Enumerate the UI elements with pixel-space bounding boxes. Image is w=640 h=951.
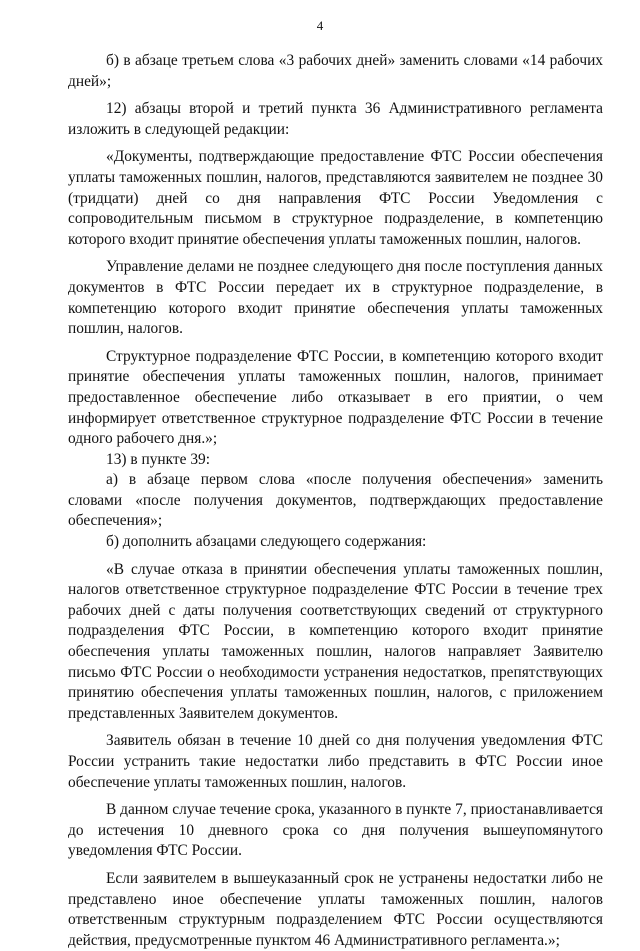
paragraph-management: Управление делами не позднее следующего дня после поступления данных документов в ФТС России передает их в структурное подразделение, в компетенцию которого входит принятие обеспечения уплаты таможенных пошлин, налогов. <box>68 258 603 338</box>
paragraph-item-13-a: а) в абзаце первом слова «после получения обеспечения» заменить словами «после получения документов, подтверждающих предоставление обеспечения»; <box>68 471 603 530</box>
page-number: 4 <box>316 18 324 33</box>
document-body <box>68 51 603 951</box>
paragraph-quote-documents: «Документы, подтверждающие предоставление ФТС России обеспечения уплаты таможенных пошлин, налогов, представляются заявителем не позднее 30 (тридцати) дней со дня направления ФТС России Уведомления с сопроводительным письмом в структурное подразделение, в компетенцию которого входит принятие обеспечения уплаты таможенных пошлин, налогов. <box>68 148 603 248</box>
paragraph-structural-unit: Структурное подразделение ФТС России, в компетенцию которого входит принятие обеспечения уплаты таможенных пошлин, налогов, принимает предоставленное обеспечение либо отказывает в его приятии, о чем информирует ответственное структурное подразделение ФТС России в течение одного рабочего дня.»; <box>68 347 603 448</box>
paragraph-item-12: 12) абзацы второй и третий пункта 36 Административного регламента изложить в следующей редакции: <box>68 100 603 138</box>
paragraph-term-suspension: В данном случае течение срока, указанного в пункте 7, приостанавливается до истечения 10 дневного срока со дня получения вышеупомянутого уведомления ФТС России. <box>68 801 603 860</box>
paragraph-applicant-obligation: Заявитель обязан в течение 10 дней со дня получения уведомления ФТС России устранить такие недостатки либо представить в ФТС России иное обеспечение уплаты таможенных пошлин, налогов. <box>68 732 603 791</box>
paragraph-item-13: 13) в пункте 39: <box>106 450 210 468</box>
paragraph-refusal-case: «В случае отказа в принятии обеспечения уплаты таможенных пошлин, налогов ответственное структурное подразделение ФТС России в течение трех рабочих дней с даты получения соответствующих сведений от структурного подразделения ФТС России, в компетенцию которого входит принятие обеспечения уплаты таможенных пошлин, налогов направляет Заявителю письмо ФТС России о необходимости устранения недостатков, препятствующих принятию обеспечения уплаты таможенных пошлин, налогов, с приложением представленных Заявителем документов. <box>68 560 603 722</box>
paragraph-failure-actions: Если заявителем в вышеуказанный срок не устранены недостатки либо не представлено иное обеспечение уплаты таможенных пошлин, налогов ответственным структурным подразделением ФТС России осуществляются действия, предусмотренные пунктом 46 Административного регламента.»; <box>68 869 603 949</box>
paragraph-item-b-working-days: б) в абзаце третьем слова «3 рабочих дней» заменить словами «14 рабочих дней»; <box>68 52 603 90</box>
paragraph-item-13-b: б) дополнить абзацами следующего содержания: <box>106 533 427 551</box>
